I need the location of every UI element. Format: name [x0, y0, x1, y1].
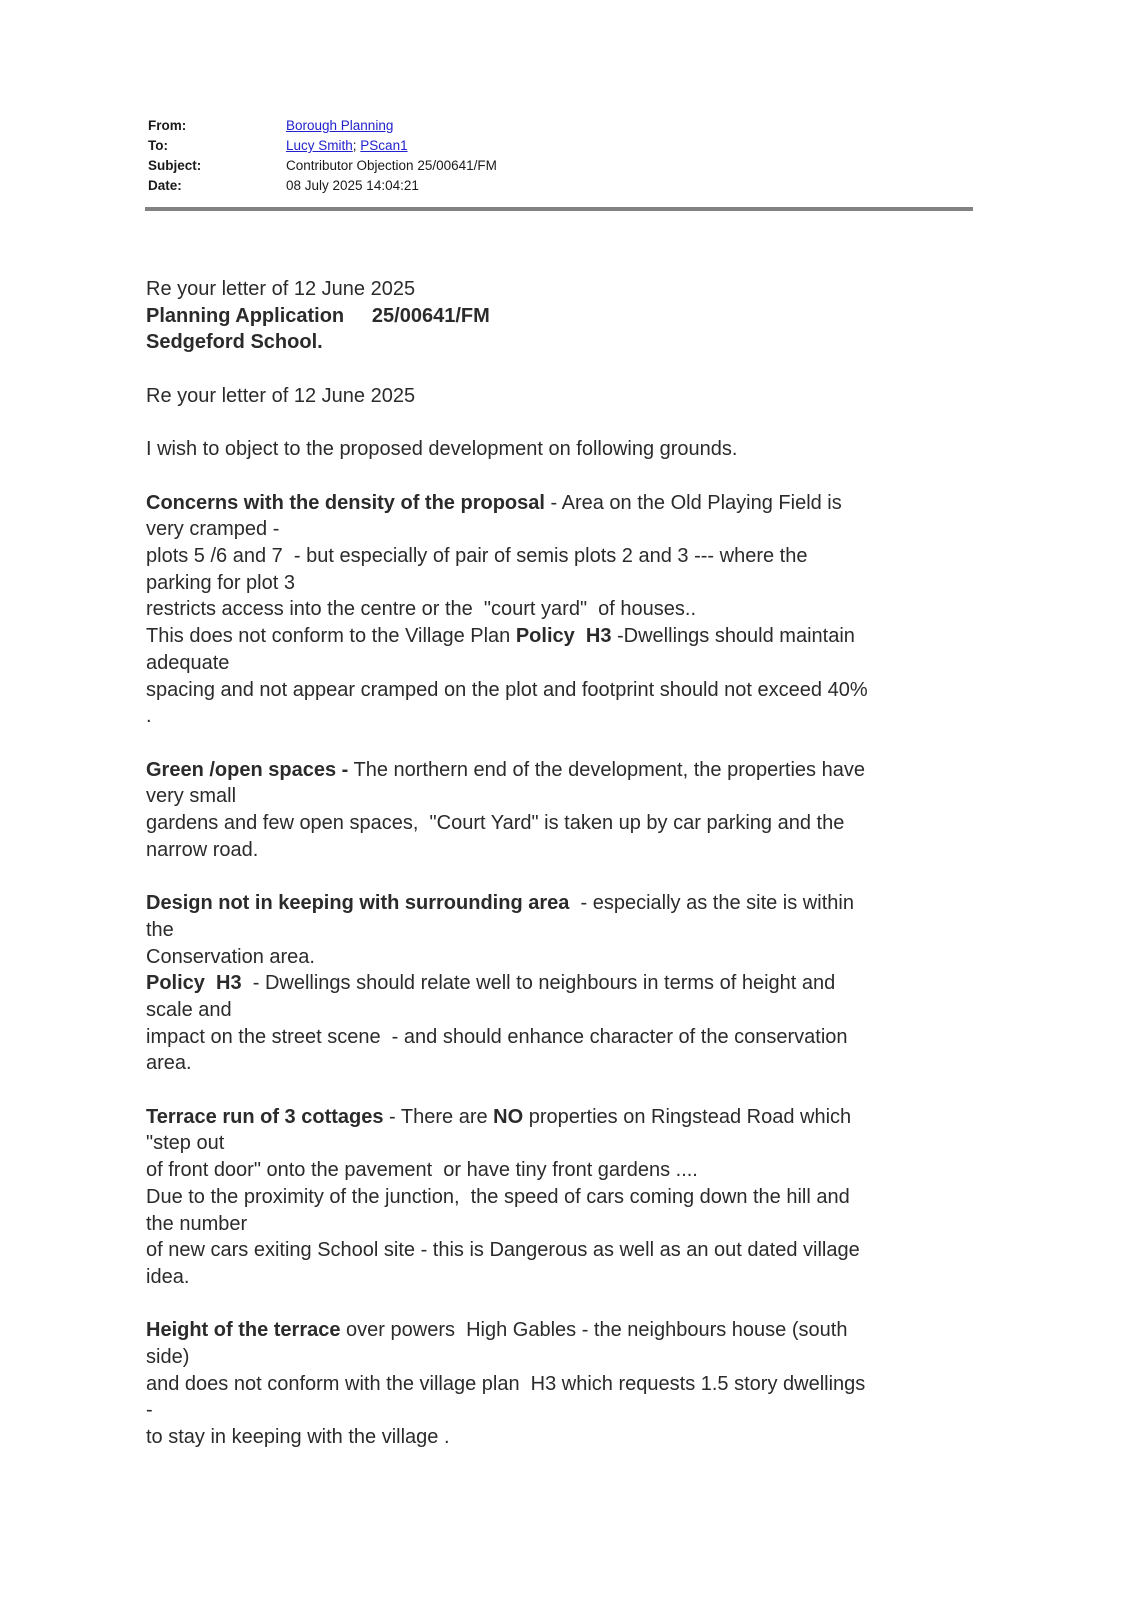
- paragraph: [146, 890, 986, 1077]
- text-line: [146, 383, 986, 410]
- email-body: [146, 276, 986, 1451]
- text-segment: side): [146, 1346, 190, 1369]
- text-line: [146, 650, 986, 677]
- header-row: [148, 176, 978, 196]
- text-segment: the: [146, 918, 174, 941]
- text-line: [146, 997, 986, 1024]
- text-segment: plots 5 /6 and 7 - but especially of pair of semis plots 2 and 3 --- where the: [146, 544, 808, 567]
- text-line: [146, 1317, 986, 1344]
- header-field-value: [286, 136, 408, 156]
- paragraph: [146, 490, 986, 730]
- header-field-label: To:: [148, 138, 168, 153]
- text-line: [146, 1050, 986, 1077]
- text-segment: Contributor Objection 25/00641/FM: [286, 158, 497, 173]
- header-divider: [145, 207, 973, 211]
- text-segment: ;: [352, 138, 361, 153]
- text-segment: gardens and few open spaces, "Court Yard" is taken up by car parking and the: [146, 812, 845, 834]
- text-line: [146, 944, 986, 971]
- email-address-link[interactable]: Lucy Smith: [286, 138, 353, 153]
- header-field-label: Date:: [148, 178, 182, 193]
- text-segment: -: [146, 1399, 153, 1422]
- text-line: [146, 917, 986, 944]
- text-segment: Due to the proximity of the junction, the speed of cars coming down the hill and: [146, 1185, 850, 1208]
- email-address-link[interactable]: Borough Planning: [286, 118, 394, 133]
- text-line: [146, 490, 986, 517]
- text-segment: I wish to object to the proposed development on following grounds.: [146, 438, 738, 461]
- text-line: [146, 1104, 986, 1131]
- text-line: [146, 596, 986, 623]
- text-segment: properties on Ringstead Road which: [523, 1105, 852, 1128]
- text-segment: - Dwellings should relate well to neighbours in terms of height and: [241, 972, 836, 995]
- text-segment: of new cars exiting School site - this is Dangerous as well as an out dated village: [146, 1239, 860, 1262]
- text-line: [146, 1424, 986, 1451]
- header-field-label: From:: [148, 118, 187, 133]
- text-segment: very small: [146, 785, 237, 808]
- bold-text: Planning Application 25/00641/FM: [146, 304, 490, 327]
- paragraph: [146, 276, 986, 356]
- text-line: [146, 1211, 986, 1238]
- header-row: [148, 136, 978, 156]
- text-segment: This does not conform to the Village Plan: [146, 625, 516, 648]
- text-segment: and does not conform with the village plan H3 which requests 1.5 story dwellings: [146, 1372, 866, 1395]
- paragraph: [146, 1317, 986, 1451]
- bold-text: Terrace run of 3 cottages: [146, 1105, 384, 1128]
- text-segment: very cramped -: [146, 518, 280, 541]
- bold-text: Policy H3: [146, 972, 242, 995]
- text-line: [146, 757, 986, 784]
- text-segment: over powers High Gables - the neighbours house (south: [340, 1319, 848, 1342]
- text-line: [146, 970, 986, 997]
- email-address-link[interactable]: PScan1: [360, 138, 408, 153]
- bold-text: Policy H3: [515, 625, 612, 648]
- text-line: [146, 1024, 986, 1051]
- text-line: [146, 623, 986, 650]
- text-segment: scale and: [146, 998, 232, 1021]
- text-segment: the number: [146, 1212, 248, 1235]
- text-line: [146, 1397, 986, 1424]
- text-segment: to stay in keeping with the village .: [146, 1426, 450, 1449]
- paragraph: [146, 757, 986, 864]
- text-line: [146, 783, 986, 810]
- text-line: [146, 1237, 986, 1264]
- text-segment: - especially as the site is within: [569, 892, 854, 915]
- header-field-label: Subject:: [148, 158, 202, 173]
- text-line: [146, 1344, 986, 1371]
- bold-text: NO: [493, 1105, 524, 1128]
- text-segment: .: [146, 705, 152, 728]
- text-segment: - There are: [383, 1105, 494, 1128]
- text-segment: narrow road.: [146, 838, 259, 861]
- text-line: [146, 329, 986, 356]
- text-line: [146, 1264, 986, 1291]
- text-segment: spacing and not appear cramped on the plot and footprint should not exceed 40%: [146, 678, 868, 701]
- text-line: [146, 677, 986, 704]
- text-segment: adequate: [146, 651, 230, 674]
- text-line: [146, 276, 986, 303]
- bold-text: Green /open spaces -: [146, 758, 349, 781]
- text-segment: Re your letter of 12 June 2025: [146, 384, 416, 407]
- text-segment: impact on the street scene - and should enhance character of the conservation: [146, 1025, 848, 1048]
- text-line: [146, 890, 986, 917]
- bold-text: Sedgeford School.: [146, 331, 323, 354]
- text-segment: idea.: [146, 1265, 190, 1288]
- text-segment: Re your letter of 12 June 2025: [146, 278, 416, 300]
- text-line: [146, 703, 986, 730]
- text-line: [146, 1157, 986, 1184]
- text-line: [146, 810, 986, 837]
- text-segment: restricts access into the centre or the "court yard" of houses..: [146, 598, 696, 621]
- email-header: [148, 116, 978, 196]
- bold-text: Height of the terrace: [146, 1319, 341, 1342]
- header-row: [148, 116, 978, 136]
- text-line: [146, 543, 986, 570]
- bold-text: Design not in keeping with surrounding area: [146, 892, 570, 915]
- text-segment: The northern end of the development, the properties have: [348, 758, 865, 781]
- text-line: [146, 516, 986, 543]
- text-line: [146, 436, 986, 463]
- text-line: [146, 1130, 986, 1157]
- header-field-value: [286, 176, 419, 196]
- text-line: [146, 1184, 986, 1211]
- paragraph: [146, 436, 986, 463]
- text-segment: parking for plot 3: [146, 571, 295, 594]
- text-segment: of front door" onto the pavement or have tiny front gardens ....: [146, 1159, 698, 1182]
- header-row: [148, 156, 978, 176]
- text-segment: - Area on the Old Playing Field is: [544, 491, 842, 514]
- header-field-value: [286, 116, 393, 136]
- text-line: [146, 837, 986, 864]
- text-segment: 08 July 2025 14:04:21: [286, 178, 419, 193]
- text-line: [146, 303, 986, 330]
- paragraph: [146, 1104, 986, 1291]
- text-segment: "step out: [146, 1132, 225, 1155]
- paragraph: [146, 383, 986, 410]
- text-line: [146, 570, 986, 597]
- text-segment: area.: [146, 1052, 192, 1075]
- bold-text: Concerns with the density of the proposal: [146, 491, 545, 514]
- header-field-value: [286, 156, 497, 176]
- text-segment: -Dwellings should maintain: [611, 625, 855, 648]
- text-segment: Conservation area.: [146, 945, 315, 968]
- text-line: [146, 1371, 986, 1398]
